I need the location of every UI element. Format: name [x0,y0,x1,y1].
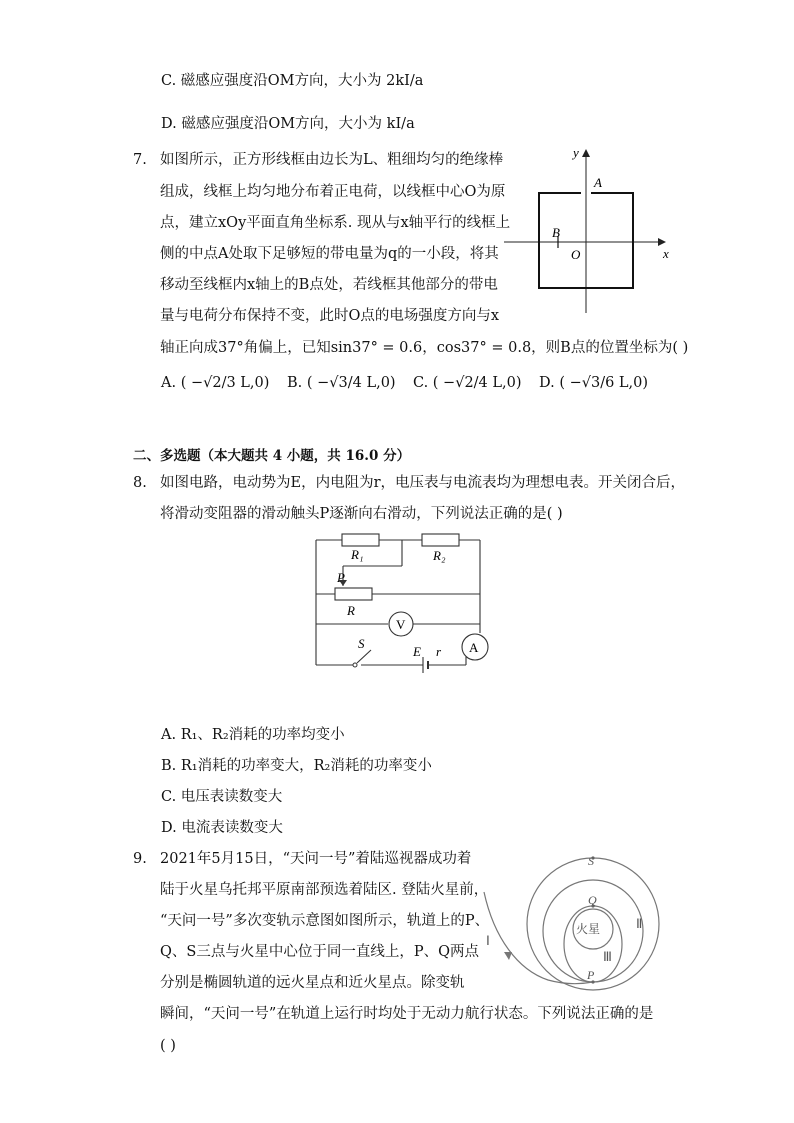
y-axis-label: y [573,145,579,160]
r2-label: R₂ [433,548,446,563]
s-label: S [358,636,365,651]
q7-line-5: 移动至线框内x轴上的B点处，若线框其他部分的带电 [160,277,498,293]
q7-line-1: 如图所示，正方形线框由边长为L、粗细均匀的绝缘棒 [160,152,504,168]
q7-option-c: C. ( −√2/4 L,0) [413,375,522,391]
s-label: S [588,854,594,868]
r1-label: R₁ [351,547,364,562]
r-label: R [347,603,355,618]
q9-line-3: “天问一号”多次变轨示意图如图所示，轨道上的P、 [160,913,490,929]
e-label: E [413,644,421,659]
q7-option-d: D. ( −√3/6 L,0) [539,375,649,391]
r-internal-label: r [436,644,442,659]
q9-line-7: ( ) [160,1038,176,1054]
orbit-i [484,892,593,984]
q7-option-a: A. ( −√2/3 L,0) [161,375,270,391]
x-axis-arrow [658,238,666,246]
q7-square-frame-figure [500,145,670,315]
q8-option-b: B. R₁消耗的功率变大，R₂消耗的功率变小 [161,758,432,774]
orbit-ii-label: Ⅱ [636,916,643,931]
q7-line-6: 量与电荷分布保持不变，此时O点的电场强度方向与x [160,308,500,324]
mars-label: 火星 [576,922,601,936]
q7-option-b: B. ( −√3/4 L,0) [287,375,396,391]
q8-line-2: 将滑动变阻器的滑动触头P逐渐向右滑动，下列说法正确的是( ) [160,506,563,522]
resistor-r2 [422,534,459,546]
q6-option-c: C. 磁感应强度沿OM方向，大小为 2kI/a [161,73,424,89]
q7-line-3: 点，建立xOy平面直角坐标系. 现从与x轴平行的线框上 [160,215,511,231]
orbit-i-label: Ⅰ [486,933,490,948]
q-label: Q [588,893,597,907]
q9-line-6: 瞬间，“天问一号”在轨道上运行时均处于无动力航行状态。下列说法正确的是 [160,1006,654,1022]
origin-o-label: O [571,247,581,262]
resistor-r1 [342,534,379,546]
q6-option-d: D. 磁感应强度沿OM方向，大小为 kI/a [161,116,415,132]
q8-line-1: 如图电路，电动势为E，内电阻为r，电压表与电流表均为理想电表。开关闭合后， [160,475,686,491]
q9-number: 9. [133,851,147,867]
approach-arrow [504,952,512,960]
p-label: P [337,570,345,585]
q7-number: 7. [133,152,147,168]
y-axis-arrow [582,149,590,157]
p-label: P [587,968,595,982]
q8-option-a: A. R₁、R₂消耗的功率均变小 [161,727,345,743]
q8-number: 8. [133,475,147,491]
x-axis-label: x [663,246,669,261]
switch-s [357,650,371,663]
q9-line-2: 陆于火星乌托邦平原南部预选着陆区. 登陆火星前， [160,882,489,898]
q9-line-4: Q、S三点与火星中心位于同一直线上，P、Q两点 [160,944,479,960]
point-a-label: A [594,175,602,190]
rheostat-r [335,588,372,600]
switch-contact [353,663,357,667]
v-label: V [396,617,406,632]
q8-option-d: D. 电流表读数变大 [161,820,283,836]
section-2-title: 二、多选题（本大题共 4 小题，共 16.0 分） [133,448,411,464]
q8-option-c: C. 电压表读数变大 [161,789,283,805]
q7-line-2: 组成，线框上均匀地分布着正电荷，以线框中心O为原 [160,184,506,200]
q8-circuit-figure [305,528,505,678]
q7-line-7: 轴正向成37°角偏上，已知sin37° = 0.6，cos37° = 0.8，则B点的位置坐标为( ) [160,340,689,356]
q7-line-4: 侧的中点A处取下足够短的带电量为q的一小段，将其 [160,246,499,262]
q9-line-1: 2021年5月15日，“天问一号”着陆巡视器成功着 [160,851,472,867]
q9-orbit-figure [478,848,674,1008]
orbit-iii-label: Ⅲ [603,949,612,964]
a-label: A [469,640,479,655]
q9-line-5: 分别是椭圆轨道的远火星点和近火星点。除变轨 [160,975,465,991]
point-b-label: B [552,225,560,240]
